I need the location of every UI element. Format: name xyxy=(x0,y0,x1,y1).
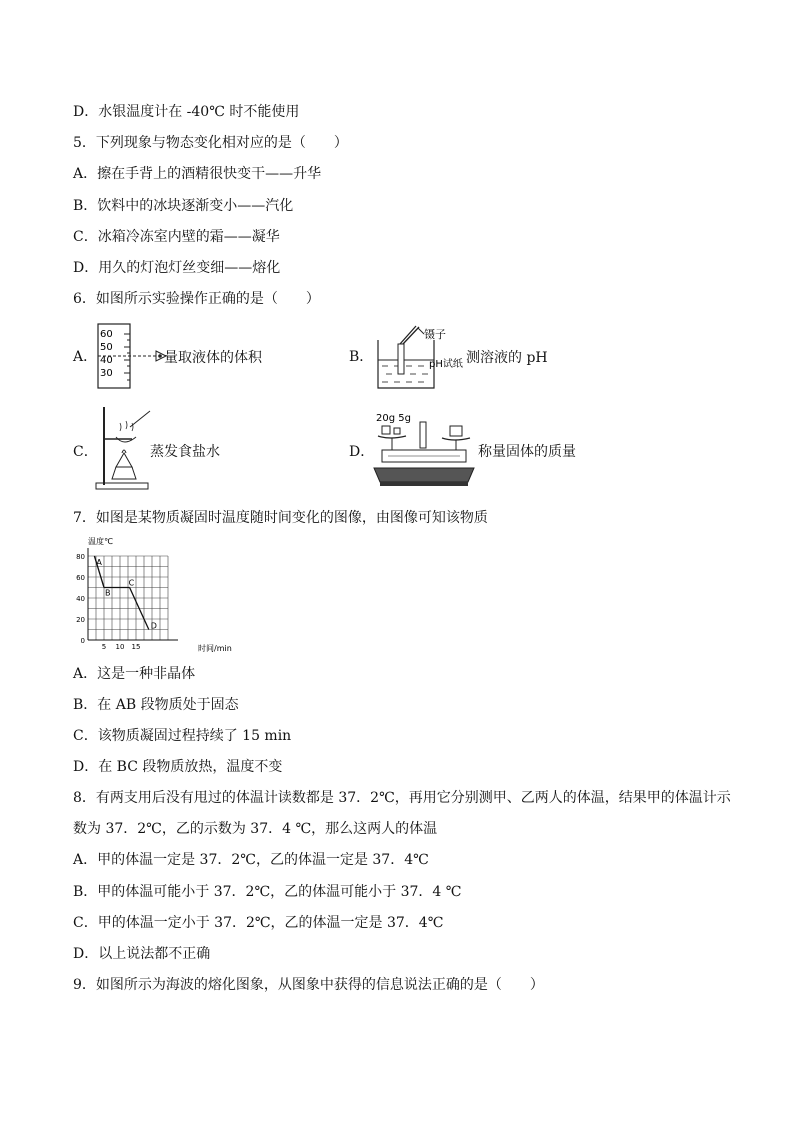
q7-stem: 7．如图是某物质凝固时温度随时间变化的图像，由图像可知该物质 xyxy=(73,510,488,526)
y-tick-label: 20 xyxy=(76,616,85,624)
cylinder-tick-60: 60 xyxy=(100,329,113,340)
q6-option-a-letter: A． xyxy=(73,349,98,365)
q8-option-a: A．甲的体温一定是 37．2℃，乙的体温一定是 37．4℃ xyxy=(73,852,429,868)
y-tick-label: 40 xyxy=(76,595,85,603)
q8-stem-line2: 数为 37．2℃，乙的示数为 37．4 ℃，那么这两人的体温 xyxy=(73,821,438,837)
weights-label: 20g 5g xyxy=(376,413,411,424)
q5-option-a: A．擦在手背上的酒精很快变干——升华 xyxy=(73,166,322,182)
graduated-cylinder-figure xyxy=(92,320,172,392)
q5-option-c: C．冰箱冷冻室内壁的霜——凝华 xyxy=(73,229,280,245)
x-tick-label: 10 xyxy=(115,643,125,651)
q6-option-c-letter: C． xyxy=(73,444,98,460)
cylinder-tick-50: 50 xyxy=(100,342,113,353)
q6-option-b-letter: B． xyxy=(349,349,374,365)
q6-option-d-caption: 称量固体的质量 xyxy=(478,444,576,460)
point-label-b: B xyxy=(105,588,111,598)
q8-option-d: D．以上说法都不正确 xyxy=(73,946,211,962)
q7-option-a: A．这是一种非晶体 xyxy=(73,666,196,682)
y-tick-label: 80 xyxy=(76,553,85,561)
evaporation-figure xyxy=(94,405,154,491)
point-label-c: C xyxy=(128,578,135,588)
x-tick-label: 5 xyxy=(101,643,107,651)
q8-option-b: B．甲的体温可能小于 37．2℃，乙的体温可能小于 37．4 ℃ xyxy=(73,884,462,900)
point-label-a: A xyxy=(96,558,102,567)
q5-option-d: D．用久的灯泡灯丝变细——熔化 xyxy=(73,260,281,276)
tweezers-label: 镊子 xyxy=(424,328,446,341)
point-label-d: D xyxy=(150,621,157,631)
q8-stem-line1: 8．有两支用后没有甩过的体温计读数都是 37．2℃，再用它分别测甲、乙两人的体温，结果甲的体温计示 xyxy=(73,790,731,806)
q6-stem: 6．如图所示实验操作正确的是（ ） xyxy=(73,291,320,307)
q7-option-d: D．在 BC 段物质放热，温度不变 xyxy=(73,759,283,775)
q5-stem: 5．下列现象与物态变化相对应的是（ ） xyxy=(73,135,348,151)
q7-option-c: C．该物质凝固过程持续了 15 min xyxy=(73,728,292,744)
chart-ylabel: 温度℃ xyxy=(88,537,113,546)
chart-xlabel: 时间/min xyxy=(198,644,232,653)
q6-option-d-letter: D． xyxy=(349,444,375,460)
solidification-chart xyxy=(70,534,240,658)
y-tick-label: 0 xyxy=(80,637,85,645)
q8-option-c: C．甲的体温一定小于 37．2℃，乙的体温一定是 37．4℃ xyxy=(73,915,444,931)
chart-axes xyxy=(76,548,178,651)
q4-option-d: D．水银温度计在 -40℃ 时不能使用 xyxy=(73,104,300,120)
q5-option-b: B．饮料中的冰块逐渐变小——汽化 xyxy=(73,198,294,214)
balance-figure xyxy=(372,410,476,490)
cylinder-tick-30: 30 xyxy=(100,368,113,379)
q6-option-b-caption: 测溶液的 pH xyxy=(466,350,548,366)
cylinder-tick-40: 40 xyxy=(100,355,113,366)
ph-test-figure xyxy=(372,322,472,392)
q7-option-b: B．在 AB 段物质处于固态 xyxy=(73,697,239,713)
x-tick-label: 15 xyxy=(131,643,141,651)
q6-option-a-caption: 量取液体的体积 xyxy=(164,350,262,366)
q6-option-c-caption: 蒸发食盐水 xyxy=(150,444,220,460)
q9-stem: 9．如图所示为海波的熔化图象，从图象中获得的信息说法正确的是（ ） xyxy=(73,977,544,993)
y-tick-label: 60 xyxy=(76,574,85,582)
ph-paper-label: pH试纸 xyxy=(429,359,463,370)
